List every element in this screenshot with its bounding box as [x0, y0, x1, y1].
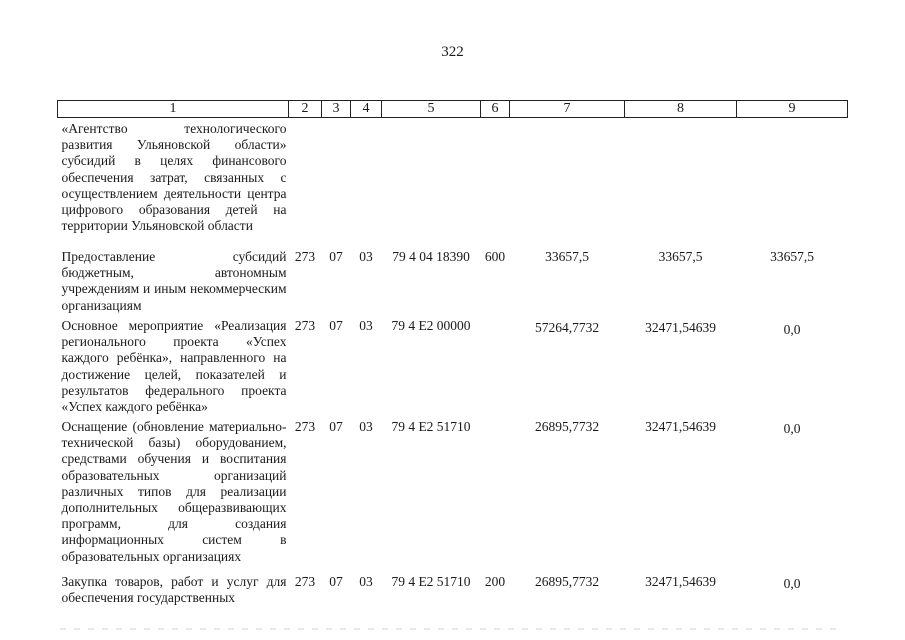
row-amount-9: 0,0: [783, 421, 801, 436]
column-header-8: 8: [625, 101, 737, 118]
column-header-7: 7: [510, 101, 625, 118]
row-name: «Агентство технологического развития Ульяновской области» субсидий в целях финансового обеспечения затрат, связанных с осуществлением деятельности центра цифрового образования детей на территории Ульяновской области: [61, 121, 287, 234]
row-name: Закупка товаров, работ и услуг для обеспечения государственных: [61, 574, 287, 606]
table-row: [58, 249, 848, 318]
row-amount-7: 26895,7732: [534, 574, 600, 589]
row-amount-8: 32471,54639: [645, 419, 716, 434]
row-amount-7: 57264,7732: [534, 320, 600, 335]
row-target-article: 79 4 E2 51710: [391, 574, 471, 589]
page-number: 322: [441, 44, 464, 60]
row-name: Основное мероприятие «Реализация регионального проекта «Успех каждого ребёнка», направленного на достижение целей, показателей и результатов федерального проекта «Успех каждого ребёнка»: [61, 318, 287, 415]
row-target-article: 79 4 E2 51710: [391, 419, 471, 434]
row-expense-type: [481, 118, 510, 250]
row-subsection-code: [351, 118, 382, 250]
row-ministry-code: [289, 118, 322, 250]
column-header-2: 2: [289, 101, 322, 118]
row-amount-8: 32471,54639: [645, 574, 716, 589]
row-section-code: [322, 118, 351, 250]
column-header-5: 5: [382, 101, 481, 118]
table-header-row: [58, 101, 848, 118]
row-ministry-code: 273: [294, 249, 316, 264]
table-row: [58, 574, 848, 606]
row-amount-8: [625, 118, 737, 250]
row-ministry-code: 273: [294, 318, 316, 333]
row-target-article: 79 4 04 18390: [392, 249, 470, 264]
row-subsection-code: 03: [359, 419, 373, 434]
row-section-code: 07: [329, 318, 343, 333]
scan-edge-noise: [60, 628, 840, 630]
row-expense-type: 600: [484, 249, 506, 264]
row-amount-9: 0,0: [783, 576, 801, 591]
row-section-code: 07: [329, 574, 343, 589]
row-target-article: 79 4 E2 00000: [391, 318, 471, 333]
row-amount-7: 33657,5: [545, 249, 589, 264]
column-header-6: 6: [481, 101, 510, 118]
column-header-3: 3: [322, 101, 351, 118]
column-header-4: 4: [351, 101, 382, 118]
table-row: [58, 118, 848, 250]
row-name: Предоставление субсидий бюджетным, автономным учреждениям и иным некоммерческим организациям: [61, 249, 287, 313]
row-ministry-code: 273: [294, 574, 316, 589]
budget-table: [57, 100, 848, 606]
row-amount-7: 26895,7732: [534, 419, 600, 434]
column-header-1: 1: [58, 101, 289, 118]
row-section-code: 07: [329, 249, 343, 264]
table-row: [58, 318, 848, 419]
row-subsection-code: 03: [359, 249, 373, 264]
row-amount-9: [737, 118, 848, 250]
row-subsection-code: 03: [359, 318, 373, 333]
row-amount-9: 0,0: [783, 322, 801, 337]
table-row: [58, 419, 848, 574]
row-expense-type: [481, 318, 510, 419]
row-target-article: [382, 118, 481, 250]
row-subsection-code: 03: [359, 574, 373, 589]
row-amount-8: 32471,54639: [645, 320, 716, 335]
row-section-code: 07: [329, 419, 343, 434]
row-ministry-code: 273: [294, 419, 316, 434]
row-amount-8: 33657,5: [658, 249, 703, 264]
row-amount-7: [510, 118, 625, 250]
row-name: Оснащение (обновление материально-технической базы) оборудованием, средствами обучения и воспитания образовательных организаций различных типов для реализации дополнительных общеразвивающих программ, для создания информационных систем в образовательных организациях: [61, 419, 287, 564]
column-header-9: 9: [737, 101, 848, 118]
row-expense-type: [481, 419, 510, 574]
row-amount-9: 33657,5: [770, 249, 814, 264]
row-expense-type: 200: [484, 574, 506, 589]
